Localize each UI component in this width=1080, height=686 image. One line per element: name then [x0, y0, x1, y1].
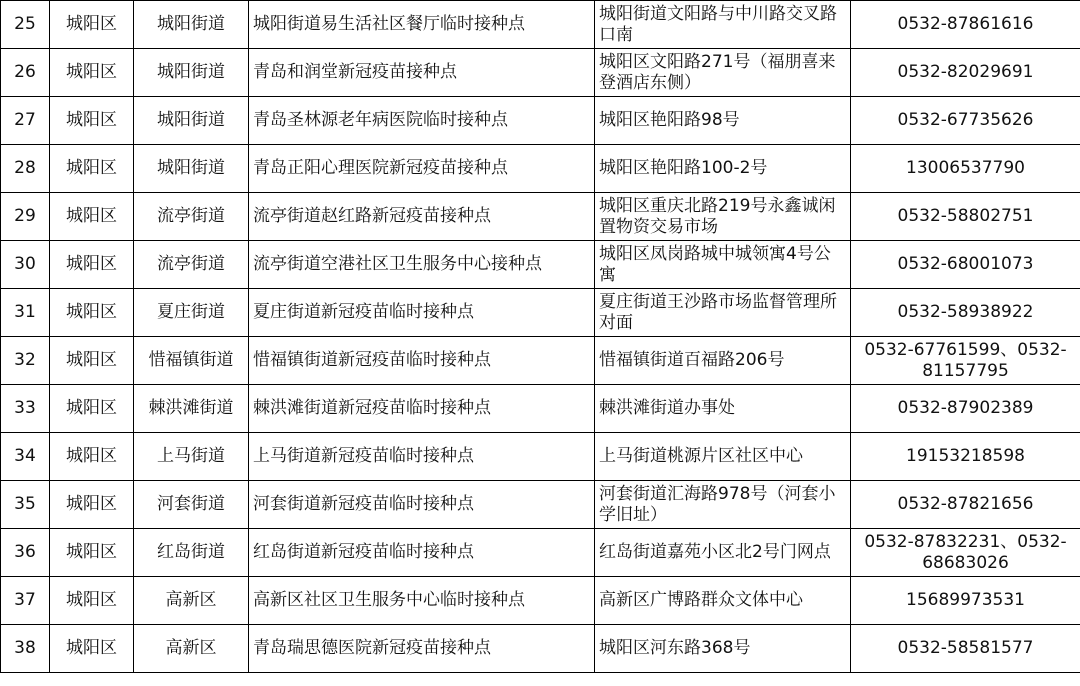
district-cell: 城阳区	[50, 1, 134, 49]
site-name-cell: 青岛和润堂新冠疫苗接种点	[249, 49, 595, 97]
district-cell: 城阳区	[50, 241, 134, 289]
address-cell: 城阳区艳阳路100-2号	[595, 145, 851, 193]
site-name-cell: 红岛街道新冠疫苗临时接种点	[249, 529, 595, 577]
district-cell: 城阳区	[50, 97, 134, 145]
address-cell: 棘洪滩街道办事处	[595, 385, 851, 433]
row-number-cell: 29	[1, 193, 50, 241]
address-cell: 惜福镇街道百福路206号	[595, 337, 851, 385]
address-cell: 夏庄街道王沙路市场监督管理所对面	[595, 289, 851, 337]
district-cell: 城阳区	[50, 337, 134, 385]
row-number-cell: 30	[1, 241, 50, 289]
row-number-cell: 27	[1, 97, 50, 145]
street-cell: 城阳街道	[134, 49, 249, 97]
district-cell: 城阳区	[50, 289, 134, 337]
address-cell: 城阳街道文阳路与中川路交叉路口南	[595, 1, 851, 49]
table-row	[1, 49, 1080, 97]
table-row	[1, 577, 1080, 625]
phone-cell: 0532-58581577	[851, 625, 1080, 673]
phone-cell: 0532-68001073	[851, 241, 1080, 289]
site-name-cell: 流亭街道赵红路新冠疫苗接种点	[249, 193, 595, 241]
street-cell: 上马街道	[134, 433, 249, 481]
row-number-cell: 36	[1, 529, 50, 577]
table-row	[1, 1, 1080, 49]
row-number-cell: 25	[1, 1, 50, 49]
address-cell: 城阳区河东路368号	[595, 625, 851, 673]
table-row	[1, 97, 1080, 145]
row-number-cell: 28	[1, 145, 50, 193]
street-cell: 流亭街道	[134, 193, 249, 241]
phone-cell: 0532-87861616	[851, 1, 1080, 49]
district-cell: 城阳区	[50, 193, 134, 241]
district-cell: 城阳区	[50, 145, 134, 193]
row-number-cell: 37	[1, 577, 50, 625]
district-cell: 城阳区	[50, 529, 134, 577]
district-cell: 城阳区	[50, 577, 134, 625]
phone-cell: 0532-87832231、0532-68683026	[851, 529, 1080, 577]
phone-cell: 0532-87821656	[851, 481, 1080, 529]
table-body	[1, 1, 1080, 673]
address-cell: 河套街道汇海路978号（河套小学旧址）	[595, 481, 851, 529]
site-name-cell: 城阳街道易生活社区餐厅临时接种点	[249, 1, 595, 49]
phone-cell: 0532-82029691	[851, 49, 1080, 97]
address-cell: 城阳区凤岗路城中城领寓4号公寓	[595, 241, 851, 289]
site-name-cell: 青岛瑞思德医院新冠疫苗接种点	[249, 625, 595, 673]
row-number-cell: 31	[1, 289, 50, 337]
row-number-cell: 38	[1, 625, 50, 673]
phone-cell: 0532-58938922	[851, 289, 1080, 337]
site-name-cell: 惜福镇街道新冠疫苗临时接种点	[249, 337, 595, 385]
phone-cell: 0532-58802751	[851, 193, 1080, 241]
street-cell: 惜福镇街道	[134, 337, 249, 385]
row-number-cell: 26	[1, 49, 50, 97]
table-row	[1, 385, 1080, 433]
phone-cell: 15689973531	[851, 577, 1080, 625]
phone-cell: 0532-67761599、0532-81157795	[851, 337, 1080, 385]
street-cell: 红岛街道	[134, 529, 249, 577]
phone-cell: 0532-67735626	[851, 97, 1080, 145]
table-row	[1, 289, 1080, 337]
site-name-cell: 高新区社区卫生服务中心临时接种点	[249, 577, 595, 625]
site-name-cell: 流亭街道空港社区卫生服务中心接种点	[249, 241, 595, 289]
street-cell: 河套街道	[134, 481, 249, 529]
row-number-cell: 35	[1, 481, 50, 529]
phone-cell: 19153218598	[851, 433, 1080, 481]
address-cell: 红岛街道嘉苑小区北2号门网点	[595, 529, 851, 577]
site-name-cell: 棘洪滩街道新冠疫苗临时接种点	[249, 385, 595, 433]
street-cell: 高新区	[134, 625, 249, 673]
address-cell: 城阳区文阳路271号（福朋喜来登酒店东侧）	[595, 49, 851, 97]
row-number-cell: 34	[1, 433, 50, 481]
district-cell: 城阳区	[50, 625, 134, 673]
row-number-cell: 32	[1, 337, 50, 385]
site-name-cell: 青岛圣林源老年病医院临时接种点	[249, 97, 595, 145]
table-row	[1, 145, 1080, 193]
address-cell: 城阳区重庆北路219号永鑫诚闲置物资交易市场	[595, 193, 851, 241]
site-name-cell: 河套街道新冠疫苗临时接种点	[249, 481, 595, 529]
district-cell: 城阳区	[50, 481, 134, 529]
district-cell: 城阳区	[50, 433, 134, 481]
district-cell: 城阳区	[50, 385, 134, 433]
table-row	[1, 241, 1080, 289]
address-cell: 城阳区艳阳路98号	[595, 97, 851, 145]
district-cell: 城阳区	[50, 49, 134, 97]
site-name-cell: 上马街道新冠疫苗临时接种点	[249, 433, 595, 481]
phone-cell: 0532-87902389	[851, 385, 1080, 433]
street-cell: 城阳街道	[134, 1, 249, 49]
table-row	[1, 529, 1080, 577]
address-cell: 高新区广博路群众文体中心	[595, 577, 851, 625]
row-number-cell: 33	[1, 385, 50, 433]
street-cell: 夏庄街道	[134, 289, 249, 337]
table-row	[1, 481, 1080, 529]
street-cell: 城阳街道	[134, 97, 249, 145]
street-cell: 流亭街道	[134, 241, 249, 289]
table-row	[1, 337, 1080, 385]
table-row	[1, 193, 1080, 241]
site-name-cell: 夏庄街道新冠疫苗临时接种点	[249, 289, 595, 337]
site-name-cell: 青岛正阳心理医院新冠疫苗接种点	[249, 145, 595, 193]
street-cell: 城阳街道	[134, 145, 249, 193]
address-cell: 上马街道桃源片区社区中心	[595, 433, 851, 481]
table-row	[1, 433, 1080, 481]
table-row	[1, 625, 1080, 673]
street-cell: 高新区	[134, 577, 249, 625]
street-cell: 棘洪滩街道	[134, 385, 249, 433]
phone-cell: 13006537790	[851, 145, 1080, 193]
